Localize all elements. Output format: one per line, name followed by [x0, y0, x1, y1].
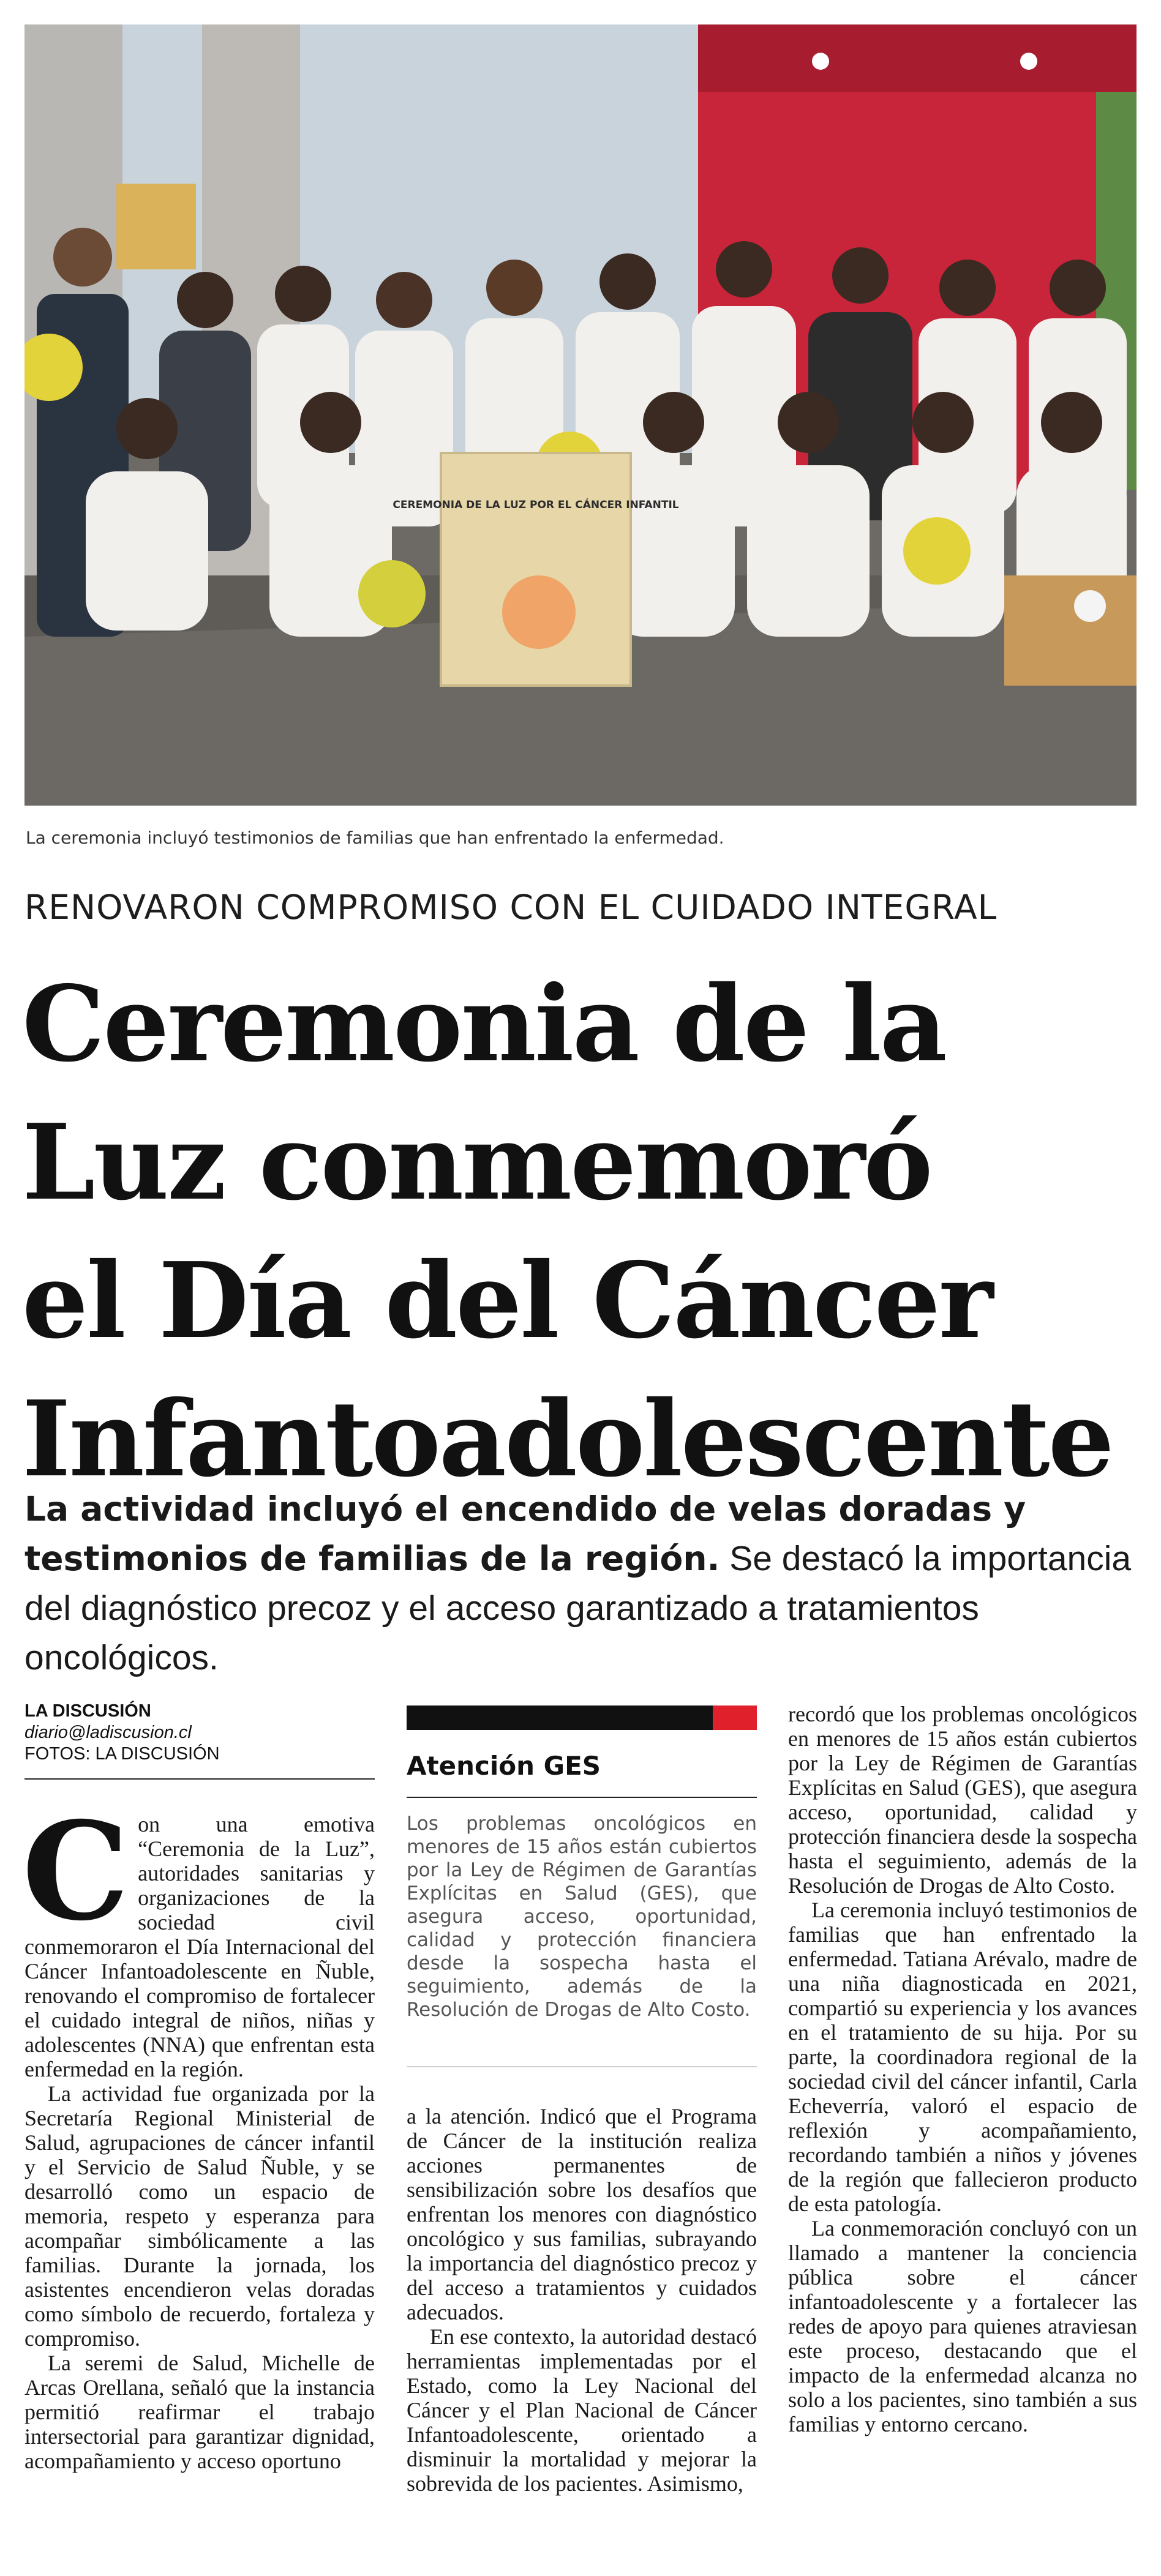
drop-cap: C — [22, 1792, 130, 1950]
yellow-balloon-3 — [358, 560, 426, 627]
byline-author: LA DISCUSIÓN — [24, 1701, 151, 1721]
paragraph-text: on una emotiva “Ceremonia de la Luz”, autoridades sanitarias y organizaciones de la sociedad civil conmemoraron el Día Internacional del Cáncer Infantoadolescente en Ñuble, renovando el compromiso de fortalecer el cuidado integral de niños, niñas y adolescentes (NNA) que enfrentan esta enfermedad en la región. — [24, 1812, 375, 2081]
byline — [24, 1701, 375, 1765]
background-building — [116, 184, 196, 269]
article-photo — [24, 24, 1137, 806]
byline-email[interactable]: diario@ladiscusion.cl — [24, 1723, 192, 1742]
sidebar-top-bar — [407, 1705, 713, 1730]
headline-line: Ceremonia de la — [22, 963, 945, 1085]
ceremony-banner — [441, 453, 631, 686]
article-column-2 — [407, 2104, 757, 2496]
sidebar-accent-bar — [713, 1705, 757, 1730]
photo-caption: La ceremonia incluyó testimonios de familias que han enfrentado la enfermedad. — [26, 828, 724, 848]
headline-line: Infantoadolescente — [22, 1378, 1113, 1500]
article-column-3 — [788, 1702, 1137, 2436]
sidebar-title: Atención GES — [407, 1751, 601, 1781]
sidebar-bottom-divider — [407, 2066, 757, 2067]
byline-divider — [24, 1778, 375, 1780]
red-building-roof — [698, 24, 1137, 92]
ceremony-photo-illustration — [24, 24, 1137, 806]
article-kicker: RENOVARON COMPROMISO CON EL CUIDADO INTEGRAL — [24, 888, 998, 927]
article-headline — [22, 955, 1143, 1508]
headline-line: el Día del Cáncer — [22, 1240, 992, 1362]
ceiling-light-2 — [1020, 53, 1037, 70]
paragraph — [22, 1792, 375, 2081]
paragraph: La ceremonia incluyó testimonios de familias que han enfrentado la enfermedad. Tatiana Arévalo, madre de una niña diagnosticada en 2021, compartió su experiencia y los avances en el tratamiento de su hija. Por su parte, la coordinadora regional de la sociedad civil del cáncer infantil, Carla Echeverría, valoró el espacio de reflexión y acompañamiento, recordando también a niños y jóvenes de la región que fallecieron producto de esta patología. — [788, 1898, 1137, 2216]
byline-photos: FOTOS: LA DISCUSIÓN — [24, 1744, 220, 1764]
sidebar-text: Los problemas oncológicos en menores de 15 años están cubiertos por la Ley de Régimen de Garantías Explícitas en Salud (GES), que asegura acceso, oportunidad, calidad y protección financiera desde la sospecha hasta el seguimiento, además de la Resolución de Drogas de Alto Costo. — [407, 1813, 757, 2021]
ceiling-light — [812, 53, 829, 70]
lead-bold-text: La actividad incluyó el encendido de velas doradas y testimonios de familias de la región. — [24, 1489, 1026, 1578]
headline-line: Luz conmemoró — [22, 1101, 931, 1224]
article-column-1 — [22, 1792, 375, 2473]
paragraph: recordó que los problemas oncológicos en menores de 15 años están cubiertos por la Ley de Régimen de Garantías Explícitas en Salud (GES), que asegura acceso, oportunidad, calidad y protección financiera desde la sospecha hasta el seguimiento, además de la Resolución de Drogas de Alto Costo. — [788, 1702, 1137, 1898]
paragraph: En ese contexto, la autoridad destacó herramientas implementadas por el Estado, como la Ley Nacional del Cáncer y el Plan Nacional de Cáncer Infantoadolescente, orientado a disminuir la mortalidad y mejorar la sobrevida de los pacientes. Asimismo, — [407, 2324, 757, 2496]
paragraph: La conmemoración concluyó con un llamado a mantener la conciencia pública sobre el cáncer infantoadolescente y a fortalecer las redes de apoyo para quienes atraviesan este proceso, destacando que el impacto de la enfermedad alcanza no solo a los pacientes, sino también a sus familias y entorno cercano. — [788, 2216, 1137, 2436]
yellow-balloon-4 — [903, 517, 971, 585]
sidebar-divider — [407, 1797, 757, 1798]
article-lead — [24, 1485, 1137, 1683]
paragraph: La seremi de Salud, Michelle de Arcas Orellana, señaló que la instancia permitió reafirmar el trabajo intersectorial para garantizar dignidad, acompañamiento y acceso oportuno — [24, 2351, 375, 2473]
paragraph: a la atención. Indicó que el Programa de Cáncer de la institución realiza acciones permanentes de sensibilización sobre los desafíos que enfrentan los menores con diagnóstico oncológico y sus familias, subrayando la importancia del diagnóstico precoz y del acceso a tratamientos y cuidados adecuados. — [407, 2104, 757, 2324]
box-sticker — [1074, 590, 1106, 622]
banner-illustration — [502, 575, 576, 649]
paragraph: La actividad fue organizada por la Secretaría Regional Ministerial de Salud, agrupaciones de cáncer infantil y el Servicio de Salud Ñuble, y se desarrolló como un espacio de memoria, respeto y esperanza para acompañar simbólicamente a las familias. Durante la jornada, los asistentes encendieron velas doradas como símbolo de recuerdo, fortaleza y compromiso. — [24, 2081, 375, 2351]
banner-title: CEREMONIA DE LA LUZ POR EL CÁNCER INFANTIL — [393, 499, 679, 511]
cardboard-box — [1004, 575, 1137, 686]
lead-text: Se destacó la importancia del diagnóstico precoz y el acceso garantizado a tratamientos oncológicos. — [24, 1539, 1132, 1677]
